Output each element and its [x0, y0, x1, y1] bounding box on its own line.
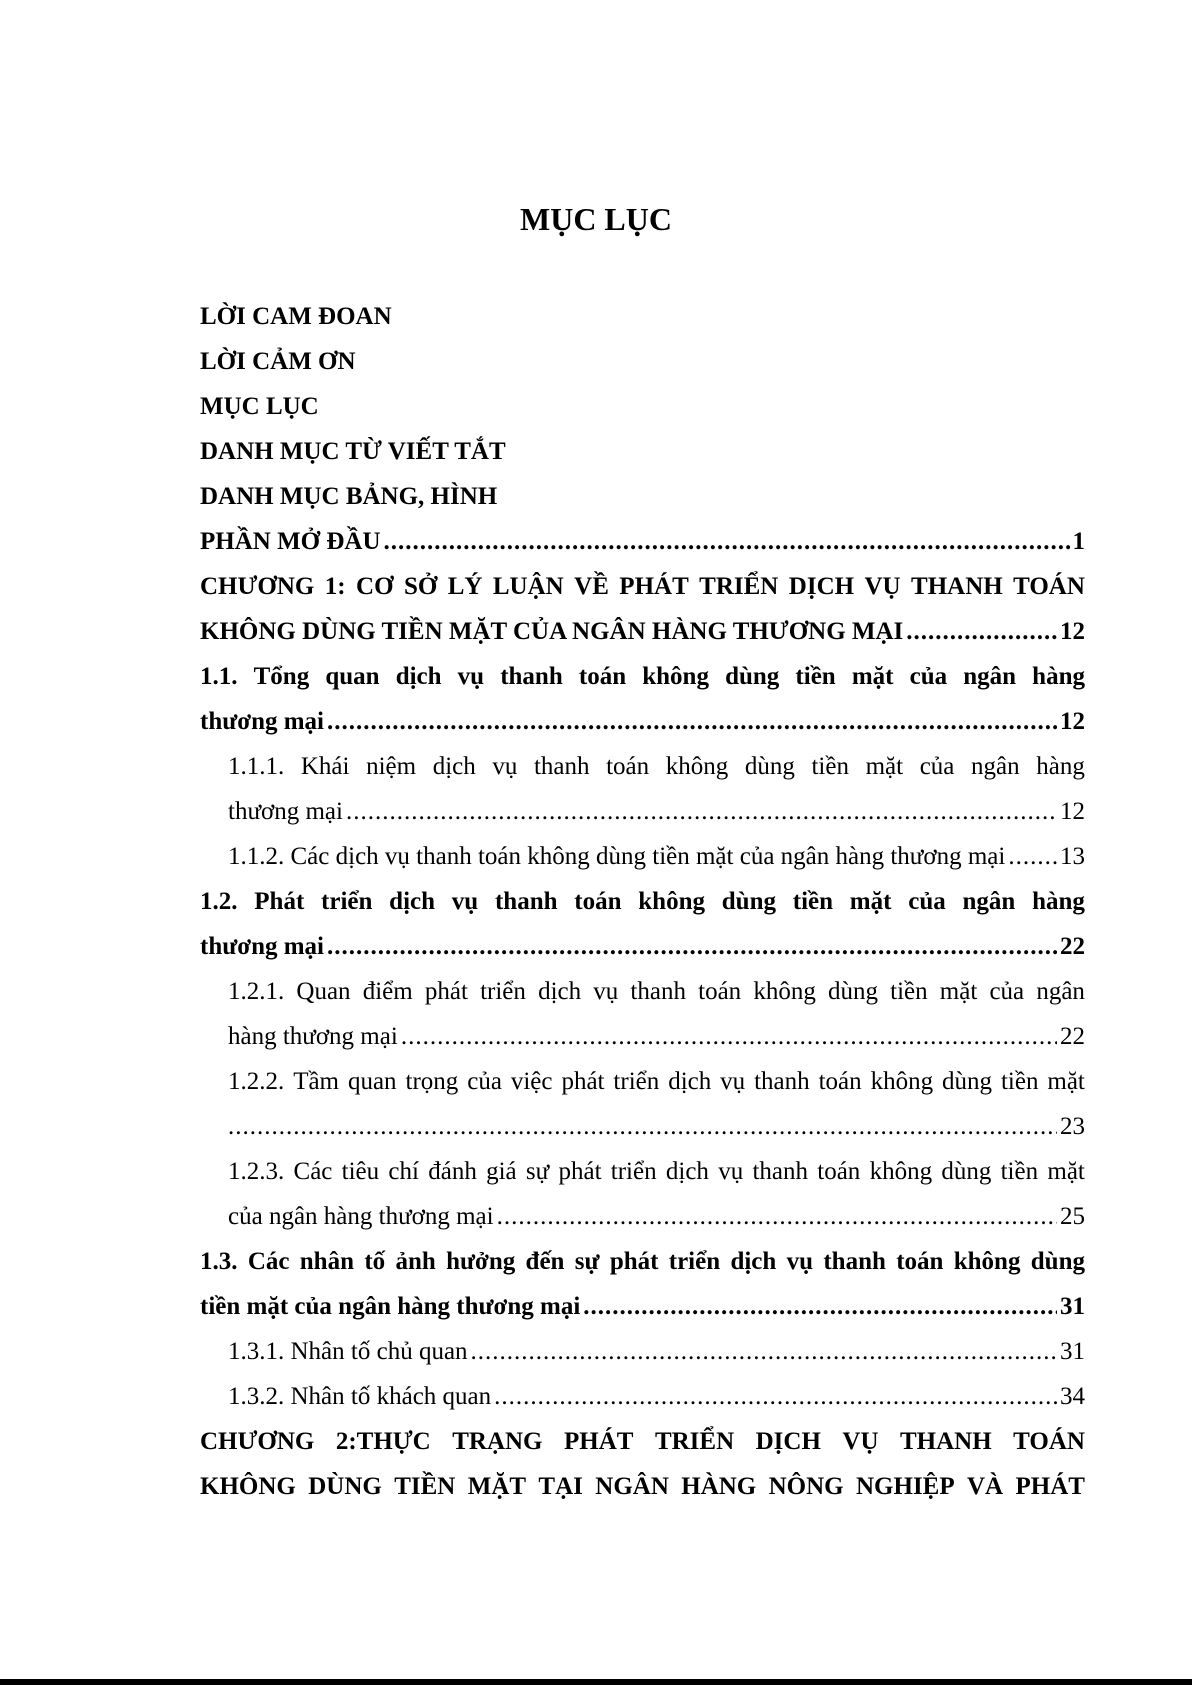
dot-leader [401, 1014, 1057, 1059]
toc-entry-muc-luc: MỤC LỤC [200, 393, 319, 420]
dot-leader [906, 609, 1057, 654]
toc-word: sự [525, 1158, 550, 1185]
toc-word: tiền [1000, 1158, 1039, 1185]
toc-word: phát [424, 978, 468, 1005]
toc-word: NGÂN [595, 1473, 669, 1500]
toc-word: hàng [1032, 888, 1085, 915]
toc-word: vụ [451, 888, 479, 915]
toc-word: tiền [792, 888, 834, 915]
toc-entry-chuong-2-line-1 [200, 1419, 1085, 1464]
toc-word: tiền [811, 753, 849, 780]
toc-entry-loi-cam-doan: LỜI CAM ĐOAN [200, 303, 392, 330]
toc-entry-1-3-2: 1.3.2. Nhân tố khách quan ..... 34 [200, 1374, 1085, 1419]
toc-word: dùng [941, 1158, 992, 1185]
toc-word: TẠI [538, 1473, 583, 1500]
toc-entry-1-1-1-line-1 [200, 744, 1085, 789]
toc-word: VỤ [864, 573, 901, 600]
toc-word: ngân [1036, 978, 1085, 1005]
toc-entry-1-1-line-1 [200, 654, 1085, 699]
toc-entry-chuong-1-line-1 [200, 564, 1085, 609]
toc-word: ngân [971, 753, 1020, 780]
toc-word: không [642, 663, 709, 690]
toc-word: điểm [362, 978, 413, 1005]
toc-entry-1-1-1-line-2: thương mại ..... 12 [200, 789, 1085, 834]
toc-word: CƠ [356, 573, 394, 600]
toc-entry-1-1-2: 1.1.2. Các dịch vụ thanh toán không dùng tiền mặt của ngân hàng thương mại ..... 13 [200, 834, 1085, 879]
toc-word: quan [325, 663, 380, 690]
toc-word: TRIỂN [699, 573, 779, 600]
toc-word: thanh [630, 978, 686, 1005]
toc-word: CHƯƠNG [200, 1428, 315, 1455]
toc-entry-1-3-line-2: tiền mặt của ngân hàng thương mại ..... 31 [200, 1284, 1085, 1329]
toc-word: NÔNG [768, 1473, 844, 1500]
toc-entry-1-2-2-line-1 [200, 1059, 1085, 1104]
toc-word: HÀNG [681, 1473, 757, 1500]
toc-word: dịch [389, 888, 436, 915]
toc-word: Khái [300, 753, 350, 780]
toc-word: dịch [730, 1248, 777, 1275]
toc-word: 1.2.2. [228, 1068, 285, 1095]
toc-word: MẶT [467, 1473, 527, 1500]
toc-word: của [467, 1068, 502, 1095]
toc-entry-1-2-3-line-2: của ngân hàng thương mại ..... 25 [200, 1194, 1085, 1239]
toc-entry-1-3-line-1 [200, 1239, 1085, 1284]
page-number: 23 [1060, 1113, 1085, 1140]
toc-word: của [989, 978, 1025, 1005]
toc-word: vụ [718, 1158, 744, 1185]
toc-word: của [909, 663, 948, 690]
toc-word: phát [561, 1068, 605, 1095]
page-number: 22 [1060, 1023, 1085, 1050]
toc-word: ngân [963, 663, 1017, 690]
toc-word: toán [698, 978, 742, 1005]
toc-word: 1.1.1. [228, 753, 285, 780]
toc-entry-1-1-line-2: thương mại ..... 12 [200, 699, 1085, 744]
toc-word: triển [480, 978, 526, 1005]
toc-word: mặt [1047, 1158, 1085, 1185]
page-number: 1 [1072, 528, 1085, 555]
toc-word: vụ [593, 978, 619, 1005]
toc-word: TRIỂN [654, 1428, 735, 1455]
toc-word: dùng [721, 888, 776, 915]
toc-word: nhân [299, 1248, 354, 1275]
toc-word: triển [668, 1248, 721, 1275]
toc-word: dịch [432, 753, 476, 780]
page-number: 31 [1060, 1338, 1085, 1365]
toc-word: không [869, 1158, 933, 1185]
toc-word: mặt [851, 663, 894, 690]
toc-word: triển [613, 1068, 660, 1095]
toc-word: 1.2. [200, 888, 238, 915]
toc-entry-1-2-2-line-2 [200, 1104, 1085, 1149]
toc-word: tố [364, 1248, 386, 1275]
toc-word: việc [510, 1068, 553, 1095]
dot-leader [1008, 834, 1057, 879]
dot-leader [497, 1194, 1057, 1239]
toc-word: không [953, 1248, 1021, 1275]
toc-word: toán [606, 753, 650, 780]
toc-word: dịch [665, 1158, 709, 1185]
toc-word: VỤ [842, 1428, 879, 1455]
dot-leader [327, 924, 1057, 969]
toc-word: TOÁN [1013, 1428, 1085, 1455]
toc-word: vụ [720, 1068, 746, 1095]
toc-title: MỤC LỤC [520, 201, 672, 237]
toc-word: thanh [500, 663, 563, 690]
toc-word: KHÔNG [200, 1473, 296, 1500]
page-number: 31 [1060, 1293, 1085, 1320]
dot-leader [384, 519, 1070, 564]
toc-word: không [870, 1068, 934, 1095]
page-number: 25 [1060, 1203, 1085, 1230]
toc-word: dịch [395, 663, 442, 690]
dot-leader [346, 789, 1057, 834]
toc-word: Phát [254, 888, 305, 915]
toc-word: toán [818, 1068, 862, 1095]
toc-word: mặt [865, 753, 904, 780]
toc-word: dùng [942, 1068, 993, 1095]
toc-word: DỊCH [788, 573, 855, 600]
toc-entry-chuong-1-line-2: KHÔNG DÙNG TIỀN MẶT CỦA NGÂN HÀNG THƯƠNG MẠI ..... 12 [200, 609, 1085, 654]
toc-word: ảnh [395, 1248, 436, 1275]
toc-word: Các [293, 1158, 333, 1185]
toc-word: không [638, 888, 705, 915]
toc-word: tiền [890, 978, 928, 1005]
toc-word: 2:THỰC [335, 1428, 431, 1455]
page-number: 12 [1060, 618, 1085, 645]
toc-word: 1.2.1. [228, 978, 285, 1005]
toc-entry-danh-muc-tu-viet-tat: DANH MỤC TỪ VIẾT TẮT [200, 438, 506, 465]
toc-word: TOÁN [1013, 573, 1085, 600]
toc-word: toán [896, 1248, 944, 1275]
toc-word: hưởng [446, 1248, 516, 1275]
toc-word: mặt [939, 978, 978, 1005]
toc-word: PHÁT [1015, 1473, 1085, 1500]
toc-word: toán [578, 663, 627, 690]
toc-word: triển [321, 888, 373, 915]
toc-word: dịch [538, 978, 582, 1005]
toc-word: CHƯƠNG [200, 573, 315, 600]
toc-entry-phan-mo-dau: PHẦN MỞ ĐẦU ..... 1 [200, 519, 1085, 564]
toc-word: DÙNG [308, 1473, 382, 1500]
page-bottom-edge [0, 1679, 1192, 1685]
toc-word: không [753, 978, 816, 1005]
page-number: 34 [1060, 1383, 1085, 1410]
toc-word: giá [486, 1158, 517, 1185]
toc-word: LUẬN [492, 573, 564, 600]
page-number: 12 [1060, 798, 1085, 825]
toc-word: Các [247, 1248, 290, 1275]
toc-word: THANH [911, 573, 1003, 600]
toc-word: vụ [786, 1248, 814, 1275]
toc-entry-1-2-line-2: thương mại ..... 22 [200, 924, 1085, 969]
dot-leader [494, 1374, 1057, 1419]
toc-entry-loi-cam-on: LỜI CẢM ƠN [200, 348, 356, 375]
toc-word: mặt [1047, 1068, 1085, 1095]
toc-word: dùng [1030, 1248, 1085, 1275]
toc-word: VÀ [967, 1473, 1004, 1500]
toc-word: tiền [1000, 1068, 1039, 1095]
toc-word: 1.1. [200, 663, 238, 690]
toc-word: TIỀN [394, 1473, 456, 1500]
toc-word: toán [817, 1158, 861, 1185]
toc-word: phát [609, 1248, 659, 1275]
toc-word: NGHIỆP [856, 1473, 955, 1500]
toc-word: THANH [899, 1428, 992, 1455]
toc-word: đánh [428, 1158, 477, 1185]
toc-word: phát [558, 1158, 602, 1185]
dot-leader [471, 1329, 1057, 1374]
dot-leader [228, 1104, 1057, 1149]
toc-entry-danh-muc-bang-hinh: DANH MỤC BẢNG, HÌNH [200, 483, 498, 510]
toc-word: dùng [827, 978, 878, 1005]
toc-word: không [665, 753, 729, 780]
page-number: 12 [1060, 708, 1085, 735]
dot-leader [327, 699, 1057, 744]
table-of-contents [200, 294, 1085, 1509]
toc-word: của [908, 888, 946, 915]
toc-entry-1-2-line-1 [200, 879, 1085, 924]
toc-word: thanh [752, 1158, 808, 1185]
toc-word: 1.2.3. [228, 1158, 285, 1185]
page-number: 22 [1060, 933, 1085, 960]
dot-leader [583, 1284, 1057, 1329]
toc-word: dùng [744, 753, 795, 780]
toc-word: hàng [1032, 663, 1085, 690]
toc-word: dịch [668, 1068, 712, 1095]
toc-word: quan [347, 1068, 397, 1095]
toc-entry-chuong-2-line-2 [200, 1464, 1085, 1509]
toc-entry-1-2-3-line-1 [200, 1149, 1085, 1194]
toc-word: dùng [725, 663, 780, 690]
toc-word: 1.3. [200, 1248, 238, 1275]
toc-entry-1-2-1-line-2: hàng thương mại ..... 22 [200, 1014, 1085, 1059]
toc-word: Tầm [293, 1068, 340, 1095]
toc-word: toán [574, 888, 622, 915]
toc-word: PHÁT [619, 573, 689, 600]
toc-word: triển [610, 1158, 657, 1185]
toc-word: VỀ [574, 573, 609, 600]
toc-word: thanh [754, 1068, 810, 1095]
toc-word: đến [525, 1248, 565, 1275]
toc-word: DỊCH [755, 1428, 821, 1455]
toc-word: LÝ [447, 573, 483, 600]
toc-word: vụ [492, 753, 518, 780]
toc-word: của [919, 753, 955, 780]
toc-word: Quan [296, 978, 351, 1005]
toc-word: thanh [823, 1248, 886, 1275]
toc-entry-1-3-1: 1.3.1. Nhân tố chủ quan ..... 31 [200, 1329, 1085, 1374]
toc-word: SỞ [403, 573, 438, 600]
toc-word: PHÁT [564, 1428, 634, 1455]
toc-word: niệm [366, 753, 417, 780]
toc-word: mặt [849, 888, 892, 915]
toc-word: chí [388, 1158, 419, 1185]
toc-word: Tổng [253, 663, 310, 690]
page-number: 13 [1060, 843, 1085, 870]
toc-word: thanh [533, 753, 590, 780]
toc-word: 1: [324, 573, 346, 600]
toc-word: tiêu [341, 1158, 380, 1185]
toc-word: thanh [494, 888, 558, 915]
toc-word: hàng [1036, 753, 1085, 780]
toc-word: vụ [457, 663, 485, 690]
toc-word: tiền [795, 663, 836, 690]
toc-word: trọng [405, 1068, 459, 1095]
toc-word: TRẠNG [452, 1428, 543, 1455]
toc-entry-1-2-1-line-1 [200, 969, 1085, 1014]
toc-word: ngân [962, 888, 1016, 915]
toc-word: sự [574, 1248, 600, 1275]
